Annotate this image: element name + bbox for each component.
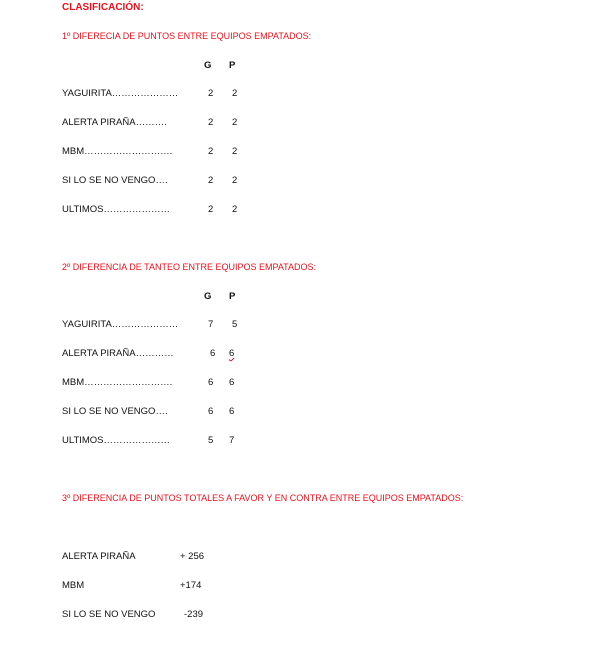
table-row-p: 2 [232,204,238,215]
table-row-g: 6 [210,348,216,359]
table-row-name: MBM………………………. [62,146,173,157]
table-row-p: 2 [232,117,238,128]
table-row-g: 2 [208,88,214,99]
table-row-p: 2 [232,88,238,99]
list-item-name: MBM [62,580,85,591]
table-row-name: ULTIMOS………………… [62,204,171,215]
table-row-name: SI LO SE NO VENGO…. [62,406,168,417]
list-item-value: +174 [180,580,202,591]
table-row-name: ALERTA PIRAÑA………… [62,348,174,359]
table-row-g: 2 [208,175,214,186]
table-row-p: 6 [229,348,235,359]
table-row-name: ULTIMOS………………… [62,435,171,446]
table-row-p: 6 [229,406,235,417]
section-1-heading: 1º DIFERECIA DE PUNTOS ENTRE EQUIPOS EMPATADOS: [62,31,312,41]
table-row-name: ALERTA PIRAÑA………. [62,117,167,128]
list-item-value: -239 [184,609,204,620]
table-row-g: 7 [208,319,214,330]
section-1-col-g: G [204,60,212,71]
section-2-col-g: G [204,291,212,302]
table-row-g: 6 [208,377,214,388]
table-row-g: 2 [208,146,214,157]
table-row-p: 2 [232,146,238,157]
section-1-col-p: P [229,60,236,71]
table-row-g: 5 [208,435,214,446]
list-item-value: + 256 [180,551,205,562]
table-row-p: 6 [229,377,235,388]
table-row-name: MBM………………………. [62,377,173,388]
table-row-g: 6 [208,406,214,417]
table-row-g: 2 [208,204,214,215]
section-3-heading: 3º DIFERENCIA DE PUNTOS TOTALES A FAVOR Y EN CONTRA ENTRE EQUIPOS EMPATADOS: [62,493,464,503]
table-row-p: 2 [232,175,238,186]
table-row-name: YAGUIRITA………………… [62,88,179,99]
list-item-name: ALERTA PIRAÑA [62,551,136,562]
table-row-name: SI LO SE NO VENGO…. [62,175,168,186]
table-row-g: 2 [208,117,214,128]
table-row-name: YAGUIRITA………………… [62,319,179,330]
page-title: CLASIFICACIÓN: [62,2,144,13]
table-row-p: 5 [232,319,238,330]
table-row-p: 7 [229,435,235,446]
list-item-name: SI LO SE NO VENGO [62,609,156,620]
section-2-heading: 2º DIFERENCIA DE TANTEO ENTRE EQUIPOS EMPATADOS: [62,262,316,272]
section-2-col-p: P [229,291,236,302]
